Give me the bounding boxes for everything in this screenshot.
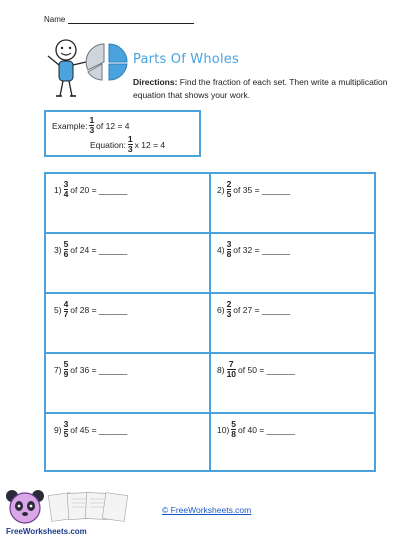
numerator: 4 <box>63 299 69 309</box>
problem-text: of 24 = ______ <box>70 244 128 255</box>
problem-number: 1) <box>54 184 62 195</box>
numerator: 5 <box>231 419 237 429</box>
problem-7[interactable] <box>54 360 127 379</box>
problem-number: 8) <box>217 364 225 375</box>
problem-number: 3) <box>54 244 62 255</box>
problem-text: of 40 = ______ <box>238 424 295 435</box>
problem-5[interactable] <box>54 300 127 319</box>
numerator: 2 <box>226 179 232 189</box>
problem-fraction <box>231 420 236 439</box>
numerator: 3 <box>63 179 69 189</box>
logo-text: FreeWorksheets.com <box>6 527 87 536</box>
problem-grid <box>44 172 376 472</box>
problem-fraction <box>64 360 69 379</box>
numerator: 5 <box>63 359 69 369</box>
problem-number: 10) <box>217 424 230 435</box>
numerator: 3 <box>63 419 69 429</box>
freeworksheets-logo-icon <box>4 488 154 528</box>
example-fraction <box>89 116 94 135</box>
example-of-text: of 12 = 4 <box>96 120 130 131</box>
denominator: 10 <box>226 369 237 379</box>
denominator: 5 <box>226 189 232 199</box>
problem-fraction <box>64 180 69 199</box>
denominator: 3 <box>89 125 95 135</box>
directions <box>133 76 403 102</box>
problem-8[interactable] <box>217 360 295 379</box>
directions-label: Directions: <box>133 77 178 87</box>
denominator: 9 <box>63 369 69 379</box>
example-box <box>44 110 201 157</box>
problem-fraction <box>227 300 232 319</box>
problem-text: of 50 = ______ <box>238 364 295 375</box>
worksheet-title: Parts Of Wholes <box>133 52 239 67</box>
problem-text: of 27 = ______ <box>233 304 291 315</box>
grid-divider <box>46 292 374 294</box>
grid-divider <box>209 174 211 470</box>
problem-10[interactable] <box>217 420 295 439</box>
equation-fraction <box>128 135 133 154</box>
denominator: 3 <box>226 309 232 319</box>
problem-text: of 20 = ______ <box>70 184 128 195</box>
problem-fraction <box>64 300 69 319</box>
problem-number: 4) <box>217 244 225 255</box>
denominator: 5 <box>63 429 69 439</box>
equation-line <box>90 135 165 154</box>
problem-number: 9) <box>54 424 62 435</box>
problem-2[interactable] <box>217 180 290 199</box>
problem-4[interactable] <box>217 240 290 259</box>
numerator: 1 <box>89 115 95 125</box>
equation-rest: x 12 = 4 <box>134 139 166 150</box>
problem-fraction <box>227 240 232 259</box>
grid-divider <box>46 412 374 414</box>
problem-number: 5) <box>54 304 62 315</box>
problem-fraction <box>64 240 69 259</box>
numerator: 7 <box>228 359 234 369</box>
denominator: 4 <box>63 189 69 199</box>
problem-text: of 28 = ______ <box>70 304 128 315</box>
denominator: 6 <box>63 249 69 259</box>
problem-number: 6) <box>217 304 225 315</box>
problem-number: 7) <box>54 364 62 375</box>
problem-1[interactable] <box>54 180 127 199</box>
example-label: Example: <box>52 120 88 131</box>
problem-fraction <box>227 180 232 199</box>
denominator: 8 <box>231 429 237 439</box>
equation-label: Equation: <box>90 139 126 150</box>
problem-fraction <box>227 360 236 379</box>
numerator: 5 <box>63 239 69 249</box>
name-label: Name <box>44 15 66 24</box>
fraction-pie-icon <box>84 42 130 82</box>
problem-3[interactable] <box>54 240 127 259</box>
problem-6[interactable] <box>217 300 290 319</box>
denominator: 7 <box>63 309 69 319</box>
denominator: 3 <box>127 144 133 154</box>
problem-text: of 35 = ______ <box>233 184 291 195</box>
denominator: 8 <box>226 249 232 259</box>
stick-figure-icon <box>44 38 88 100</box>
problem-number: 2) <box>217 184 225 195</box>
problem-text: of 45 = ______ <box>70 424 128 435</box>
copyright-link[interactable]: © FreeWorksheets.com <box>162 505 252 515</box>
name-line[interactable] <box>68 23 194 24</box>
numerator: 1 <box>127 134 133 144</box>
numerator: 2 <box>226 299 232 309</box>
problem-text: of 32 = ______ <box>233 244 291 255</box>
grid-divider <box>46 232 374 234</box>
example-line <box>52 116 130 135</box>
problem-fraction <box>64 420 69 439</box>
grid-divider <box>46 352 374 354</box>
problem-9[interactable] <box>54 420 127 439</box>
problem-text: of 36 = ______ <box>70 364 128 375</box>
numerator: 3 <box>226 239 232 249</box>
directions-text: Find the fraction of each set. Then write a multiplication equation that shows your work. <box>133 77 388 100</box>
